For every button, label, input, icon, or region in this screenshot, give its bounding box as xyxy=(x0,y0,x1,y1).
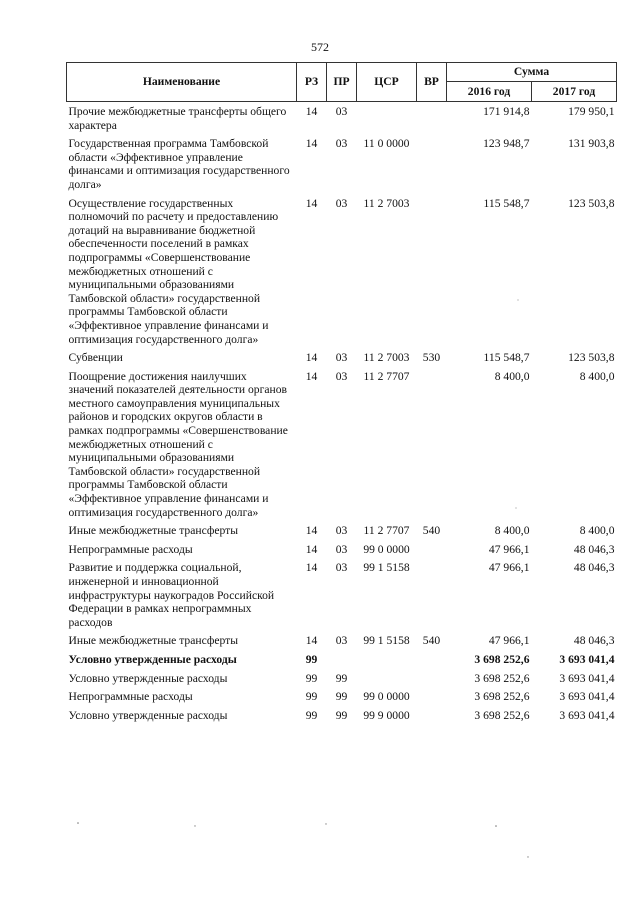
cell-pr: 03 xyxy=(335,196,348,210)
cell-name: Иные межбюджетные трансферты xyxy=(68,634,239,648)
cell-2017: 48 046,3 xyxy=(573,561,615,575)
cell-rz: 14 xyxy=(305,634,318,648)
cell-pr: 03 xyxy=(335,369,348,383)
cell-rz: 99 xyxy=(305,708,318,722)
cell-pr: 03 xyxy=(335,561,348,575)
cell-rz: 99 xyxy=(305,671,318,685)
header-csr: ЦСР xyxy=(357,63,417,102)
cell-2016: 47 966,1 xyxy=(488,634,530,648)
cell-name: Осуществление государственных полномочий по расчету и предоставлению дотаций на выравнивание бюджетной обеспеченности поселений в рамках подпрограммы «Совершенствование межбюджетных отношений с муниципальными образованиями Тамбовской области» государственной программы Тамбовской области «Эффективное управление финансами и оптимизация государственного долга» xyxy=(68,196,279,346)
cell-name: Субвенции xyxy=(68,351,123,365)
cell-rz: 14 xyxy=(305,351,318,365)
header-sum: Сумма xyxy=(447,63,617,82)
cell-rz: 14 xyxy=(305,542,318,556)
cell-2016: 3 698 252,6 xyxy=(474,690,530,704)
cell-name: Иные межбюджетные трансферты xyxy=(68,524,239,538)
cell-name: Условно утвержденные расходы xyxy=(68,708,228,722)
scan-speck xyxy=(495,825,497,827)
cell-name: Развитие и поддержка социальной, инженерной и инновационной инфраструктуры наукоградов Российской Федерации в рамках непрограммных расходов xyxy=(68,561,275,629)
cell-2017: 3 693 041,4 xyxy=(559,671,615,685)
cell-csr: 99 0 0000 xyxy=(363,542,410,556)
cell-2017: 3 693 041,4 xyxy=(559,652,615,666)
cell-rz: 99 xyxy=(305,652,318,666)
cell-2016: 3 698 252,6 xyxy=(474,671,530,685)
cell-2016: 47 966,1 xyxy=(488,542,530,556)
cell-name: Непрограммные расходы xyxy=(68,690,193,704)
cell-rz: 14 xyxy=(305,561,318,575)
cell-2016: 115 548,7 xyxy=(483,351,530,365)
cell-csr: 99 9 0000 xyxy=(363,708,410,722)
cell-2017: 8 400,0 xyxy=(579,369,615,383)
cell-pr: 03 xyxy=(335,105,348,118)
scan-speck xyxy=(515,507,516,508)
header-name: Наименование xyxy=(67,63,297,102)
header-rz: РЗ xyxy=(297,63,327,102)
cell-2017: 131 903,8 xyxy=(568,137,615,151)
cell-name: Государственная программа Тамбовской области «Эффективное управление финансами и оптимизация государственного долга» xyxy=(68,137,290,191)
cell-name: Условно утвержденные расходы xyxy=(68,652,237,666)
cell-2017: 123 503,8 xyxy=(568,196,615,210)
cell-pr: 03 xyxy=(335,137,348,151)
cell-2016: 3 698 252,6 xyxy=(474,708,530,722)
header-year-2017: 2017 год xyxy=(532,82,617,102)
cell-pr: 03 xyxy=(335,634,348,648)
cell-2016: 3 698 252,6 xyxy=(474,652,530,666)
cell-vr: 540 xyxy=(422,524,441,538)
cell-pr: 03 xyxy=(335,351,348,365)
cell-pr: 03 xyxy=(335,542,348,556)
cell-2016: 171 914,8 xyxy=(483,105,530,118)
cell-2017: 123 503,8 xyxy=(568,351,615,365)
cell-name: Поощрение достижения наилучших значений показателей деятельности органов местного самоуправления муниципальных районов и городских округов области в рамках подпрограммы «Совершенствование межбюджетных отношений с муниципальными образованиями Тамбовской области» государственной программы Тамбовской области «Эффективное управление финансами и оптимизация государственного долга» xyxy=(68,369,288,519)
scan-speck xyxy=(77,822,79,824)
cell-2017: 48 046,3 xyxy=(573,634,615,648)
cell-csr: 11 2 7707 xyxy=(363,524,410,538)
cell-vr: 540 xyxy=(422,634,441,648)
cell-csr: 99 0 0000 xyxy=(363,690,410,704)
cell-2017: 3 693 041,4 xyxy=(559,690,615,704)
cell-pr: 99 xyxy=(335,708,348,722)
cell-pr: 99 xyxy=(335,690,348,704)
cell-2016: 8 400,0 xyxy=(494,524,530,538)
cell-2016: 47 966,1 xyxy=(488,561,530,575)
cell-csr: 11 0 0000 xyxy=(363,137,410,151)
cell-csr: 11 2 7003 xyxy=(363,196,410,210)
cell-name: Условно утвержденные расходы xyxy=(68,671,228,685)
header-year-2016: 2016 год xyxy=(447,82,532,102)
cell-2017: 179 950,1 xyxy=(568,105,615,118)
cell-csr: 11 2 7707 xyxy=(363,369,410,383)
cell-name: Прочие межбюджетные трансферты общего характера xyxy=(68,105,287,132)
cell-vr: 530 xyxy=(422,351,441,365)
cell-csr: 99 1 5158 xyxy=(363,634,410,648)
cell-2016: 123 948,7 xyxy=(483,137,530,151)
scan-speck xyxy=(527,856,528,857)
cell-rz: 14 xyxy=(305,524,318,538)
cell-2016: 115 548,7 xyxy=(483,196,530,210)
cell-csr: 99 1 5158 xyxy=(363,561,410,575)
cell-name: Непрограммные расходы xyxy=(68,542,193,556)
cell-2016: 8 400,0 xyxy=(494,369,530,383)
header-pr: ПР xyxy=(327,63,357,102)
cell-csr: 11 2 7003 xyxy=(363,351,410,365)
cell-rz: 99 xyxy=(305,690,318,704)
scan-speck xyxy=(517,299,518,300)
cell-rz: 14 xyxy=(305,369,318,383)
cell-rz: 14 xyxy=(305,137,318,151)
cell-rz: 14 xyxy=(305,105,318,118)
cell-pr: 03 xyxy=(335,524,348,538)
cell-2017: 8 400,0 xyxy=(579,524,615,538)
scan-speck xyxy=(194,825,195,826)
cell-rz: 14 xyxy=(305,196,318,210)
header-vr: ВР xyxy=(417,63,447,102)
page-number: 572 xyxy=(311,40,329,54)
cell-pr: 99 xyxy=(335,671,348,685)
scan-speck xyxy=(325,823,326,824)
cell-2017: 48 046,3 xyxy=(573,542,615,556)
cell-2017: 3 693 041,4 xyxy=(559,708,615,722)
